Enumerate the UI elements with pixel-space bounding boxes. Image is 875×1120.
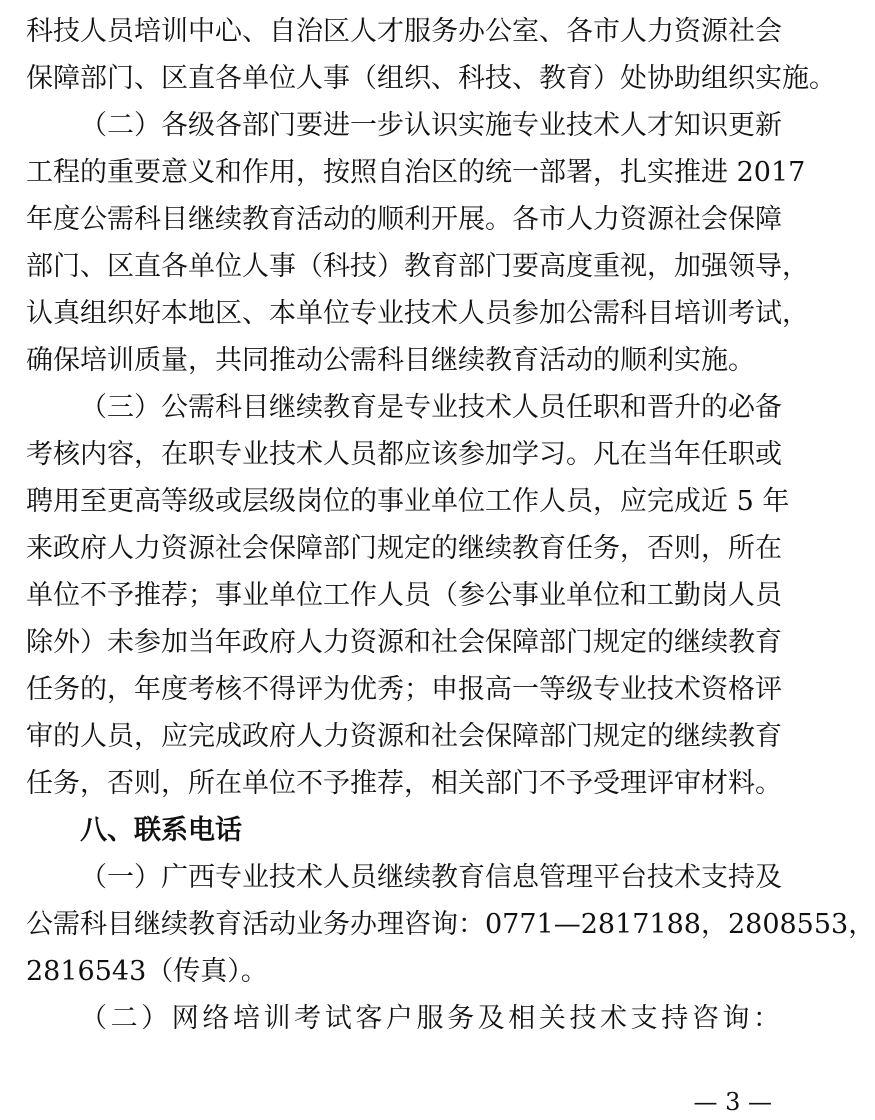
paragraph-implementation-organizers [26,8,836,102]
text-line: （三）公需科目继续教育是专业技术人员任职和晋升的必备 [80,392,782,423]
text-line: 公需科目继续教育活动业务办理咨询：0771—2817188，2808553， [26,909,875,940]
text-line: 考核内容，在职专业技术人员都应该参加学习。凡在当年任职或 [26,439,782,470]
text-line: 保障部门、区直各单位人事（组织、科技、教育）处协助组织实施。 [26,63,836,94]
text-line: 认真组织好本地区、本单位专业技术人员参加公需科目培训考试， [26,298,809,329]
section-heading-contact [26,807,780,854]
text-line: 任务，否则，所在单位不予推荐，相关部门不予受理评审材料。 [26,768,782,799]
text-line: 工程的重要意义和作用，按照自治区的统一部署，扎实推进 2017 [26,157,806,188]
text-line: 除外）未参加当年政府人力资源和社会保障部门规定的继续教育 [26,627,782,658]
text-line: 科技人员培训中心、自治区人才服务办公室、各市人力资源社会 [26,16,782,47]
paragraph-item-three-requirements [26,384,790,807]
text-line: 确保培训质量，共同推动公需科目继续教育活动的顺利实施。 [26,345,755,376]
text-line: 审的人员，应完成政府人力资源和社会保障部门规定的继续教育 [26,721,782,752]
paragraph-contact-item-two [26,995,780,1042]
paragraph-item-two-importance [26,102,809,384]
text-line: 聘用至更高等级或层级岗位的事业单位工作人员，应完成近 5 年 [26,486,790,517]
paragraph-contact-item-one [26,854,875,995]
text-line: （二）网络培训考试客户服务及相关技术支持咨询： [80,1003,780,1034]
section-heading: 八、联系电话 [80,815,242,846]
text-line: 任务的，年度考核不得评为优秀；申报高一等级专业技术资格评 [26,674,782,705]
text-line: （二）各级各部门要进一步认识实施专业技术人才知识更新 [80,110,782,141]
document-page [26,8,875,1042]
text-line: 部门、区直各单位人事（科技）教育部门要高度重视，加强领导， [26,251,809,282]
text-line: 年度公需科目继续教育活动的顺利开展。各市人力资源社会保障 [26,204,782,235]
text-line: 2816543（传真）。 [26,956,268,987]
page-number: — 3 — [693,1088,772,1116]
text-line: 来政府人力资源社会保障部门规定的继续教育任务，否则，所在 [26,533,782,564]
text-line: 单位不予推荐；事业单位工作人员（参公事业单位和工勤岗人员 [26,580,782,611]
text-line: （一）广西专业技术人员继续教育信息管理平台技术支持及 [80,862,782,893]
